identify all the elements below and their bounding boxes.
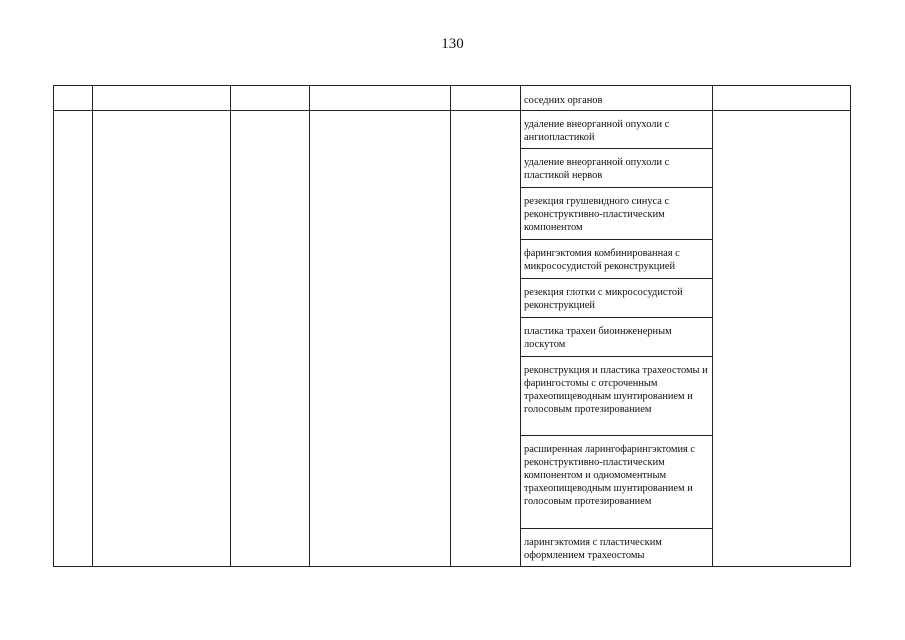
- column-divider: [450, 86, 451, 566]
- column-divider: [230, 86, 231, 566]
- cell-divider: [520, 187, 712, 188]
- procedure-cell: ларингэктомия с пластическим оформлением трахеостомы: [524, 537, 662, 561]
- row-divider: [54, 110, 850, 111]
- cell-divider: [520, 435, 712, 436]
- procedure-cell: удаление внеорганной опухоли с пластикой нервов: [524, 157, 670, 181]
- cell-divider: [520, 148, 712, 149]
- column-divider: [309, 86, 310, 566]
- procedure-cell: фарингэктомия комбинированная с микрососудистой реконструкцией: [524, 248, 680, 272]
- procedure-cell: соседних органов: [524, 95, 603, 106]
- cell-divider: [520, 278, 712, 279]
- page-number: 130: [441, 36, 464, 52]
- cell-divider: [520, 239, 712, 240]
- cell-divider: [520, 356, 712, 357]
- procedure-cell: удаление внеорганной опухоли с ангиопластикой: [524, 119, 670, 143]
- procedure-cell: расширенная ларингофарингэктомия с реконструктивно-пластическим компонентом и одномоментным трахеопищеводным шунтированием и голосовым протезированием: [524, 444, 696, 507]
- procedure-cell: пластика трахеи биоинженерным лоскутом: [524, 326, 672, 350]
- column-divider: [712, 86, 713, 566]
- cell-divider: [520, 317, 712, 318]
- procedure-cell: резекция глотки с микрососудистой реконструкцией: [524, 287, 683, 311]
- procedures-table: [53, 85, 851, 567]
- procedure-cell: резекция грушевидного синуса с реконструктивно-пластическим компонентом: [524, 196, 670, 233]
- procedure-cell: реконструкция и пластика трахеостомы и фарингостомы с отсроченным трахеопищеводным шунтированием и голосовым протезированием: [524, 365, 708, 415]
- column-divider: [92, 86, 93, 566]
- cell-divider: [520, 528, 712, 529]
